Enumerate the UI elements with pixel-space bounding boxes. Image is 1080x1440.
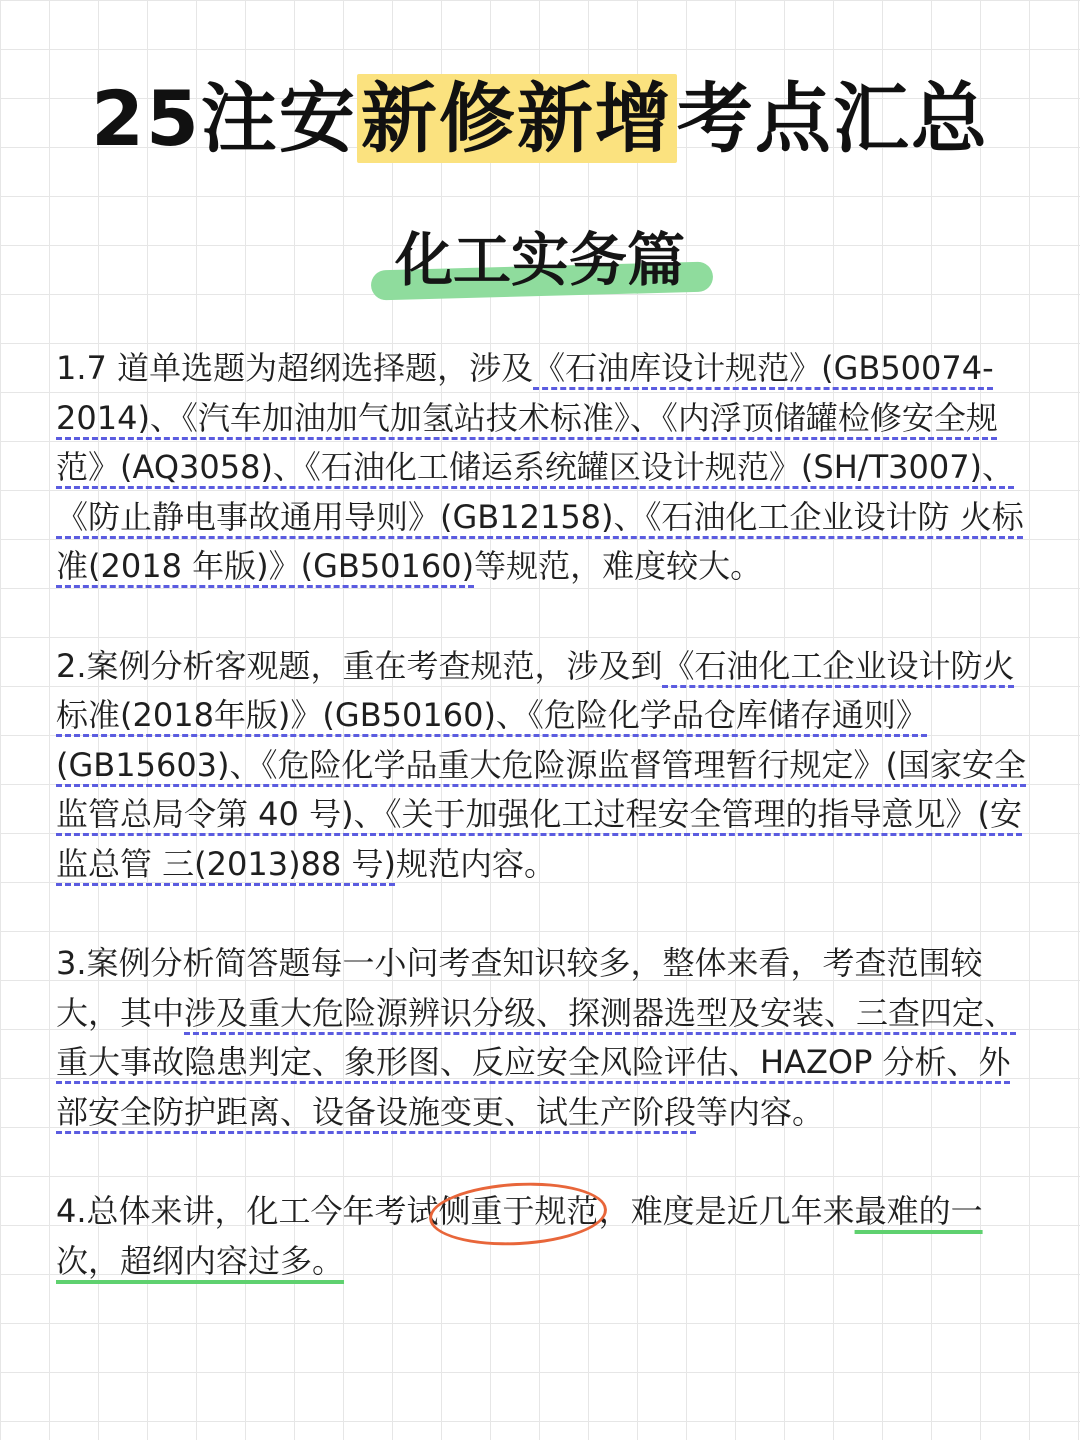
p4-text-b: ，难度是近几年来 [598,1192,855,1230]
title-pre: 25注安 [91,74,357,163]
p4-green-underlined: 最难的一次，超纲内容过多。 [56,1192,983,1280]
paragraph-3 [56,939,1036,1137]
p1-text-b: 等规范，难度较大。 [474,547,763,585]
paragraph-2 [56,642,1036,890]
p1-text-a: 1.7 道单选题为超纲选择题，涉及 [56,349,534,387]
p2-text-b: 规范内容。 [395,844,556,883]
p4-text-a: 4.总体来讲，化工今年考试 [56,1192,439,1230]
p2-standards-underlined: 《石油化工企业设计防火标准(2018年版)》(GB50160)、《危险化学品仓库储存通则》(GB15603)、《危险化学品重大危险源监督管理暂行规定》(国家安全监管总局令第 40 号)、《关于加强化工过程安全管理的指导意见》(安监总管 三(2013)88 号) [56,646,1027,883]
content-body [56,344,1036,1336]
p3-text-b: 等内容。 [696,1092,825,1131]
p1-standards-underlined: 《石油库设计规范》(GB50074-2014)、《汽车加油加气加氢站技术标准》、《内浮顶储罐检修安全规范》(AQ3058)、《石油化工储运系统罐区设计规范》(SH/T3007)、《防止静电事故通用导则》(GB12158)、《石油化工企业设计防 火标准(2018 年版)》(GB50160) [56,349,1024,585]
title-wrapper [0,64,1080,174]
paragraph-1 [56,344,1036,592]
subtitle-wrapper [0,222,1080,298]
p2-text-a: 2.案例分析客观题，重在考查规范，涉及到 [56,646,663,685]
title-post: 考点汇总 [676,74,989,163]
p3-text-a: 3.案例分析简答题每一小问考查知识较多，整体来看，考查范围较大，其中 [56,944,983,1032]
paragraph-4 [56,1187,1036,1286]
p3-topics-underlined: 涉及重大危险源辨识分级、探测器选型及安装、三查四定、 重大事故隐患判定、象形图、反应安全风险评估、HAZOP 分析、外部安全防护距离、设备设施变更、试生产阶段 [56,993,1017,1131]
page-title [91,64,989,174]
section-subtitle: 化工实务篇 [381,222,699,298]
title-highlight: 新修新增 [357,74,677,163]
p4-circled-text: 侧重于规范 [439,1187,599,1237]
